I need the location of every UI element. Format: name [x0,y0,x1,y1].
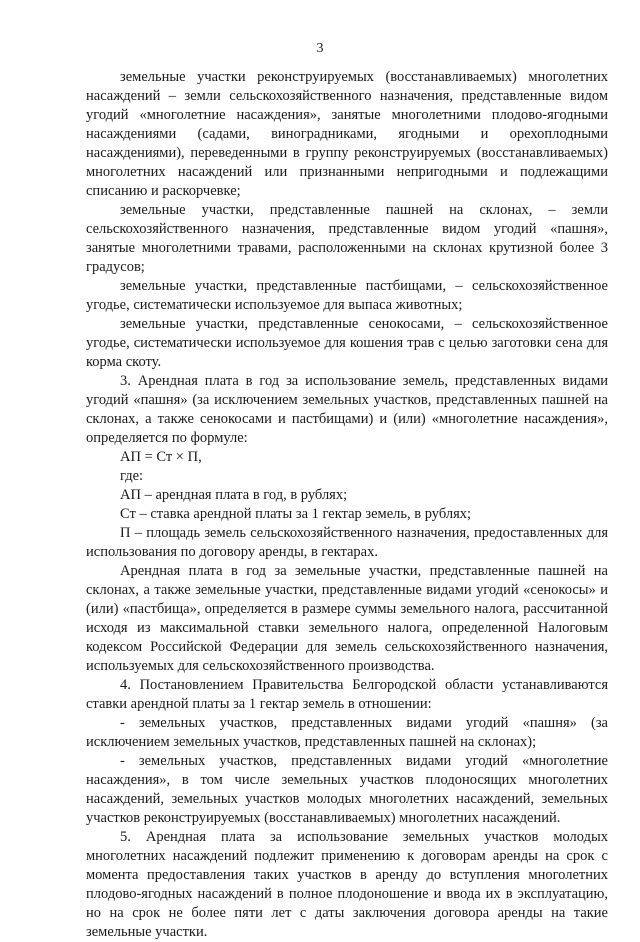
formula-def-ap: АП – арендная плата в год, в рублях; [120,487,348,503]
document-body [86,68,608,942]
list-item-arable: - земельных участков, представленных видами угодий «пашня» (за исключением земельных участков, представленных пашней на склонах); [86,715,608,750]
paragraph-reconstructed-plantings: земельные участки реконструируемых (восстанавливаемых) многолетних насаждений – земли сельскохозяйственного назначения, представленные видом угодий «многолетние насаждения», занятые многолетними плодово-ягодными насаждениями (садами, виноградниками, ягодными и орехоплодными насаждениями), переведенными в группу реконструируемых (восстанавливаемых) многолетних насаждений или признанными непригодными и подлежащими списанию и раскорчевке; [86,69,608,199]
formula-def-st: Ст – ставка арендной платы за 1 гектар земель, в рублях; [120,506,472,522]
paragraph-slope-arable: земельные участки, представленные пашней на склонах, – земли сельскохозяйственного назначения, представленные видом угодий «пашня», занятые многолетними травами, расположенными на склонах крутизной более 3 градусов; [86,202,608,275]
page-number: 3 [316,41,324,56]
formula-where: где: [120,468,144,484]
formula: АП = Ст × П, [120,449,202,465]
formula-def-p: П – площадь земель сельскохозяйственного назначения, предоставленных для использования по договору аренды, в гектарах. [86,525,608,560]
paragraph-item-5: 5. Арендная плата за использование земельных участков молодых многолетних насаждений подлежит применению к договорам аренды на срок с момента предоставления таких участков в аренду до вступления многолетних плодово-ягодных насаждений в полное плодоношение и ввода их в эксплуатацию, но на срок не более пяти лет с даты заключения договора аренды на такие земельные участки. [86,829,608,940]
paragraph-slope-rent: Арендная плата в год за земельные участки, представленные пашней на склонах, а также земельные участки, представленные видами угодий «сенокосы» и (или) «пастбища», определяется в размере суммы земельного налога, рассчитанной исходя из максимальной ставки земельного налога, определенной Налоговым кодексом Российской Федерации для земель сельскохозяйственного назначения, используемых для сельскохозяйственного производства. [86,563,608,674]
paragraph-hayfields: земельные участки, представленные сенокосами, – сельскохозяйственное угодье, систематически используемое для кошения трав с целью заготовки сена для корма скоту. [86,316,608,370]
paragraph-item-3: 3. Арендная плата в год за использование земель, представленных видами угодий «пашня» (за исключением земельных участков, представленных пашней на склонах, а также сенокосами и пастбищами) и (или) «многолетние насаждения», определяется по формуле: [86,373,608,446]
paragraph-item-4: 4. Постановлением Правительства Белгородской области устанавливаются ставки арендной платы за 1 гектар земель в отношении: [86,677,608,712]
list-item-perennial: - земельных участков, представленных видами угодий «многолетние насаждения», в том числе земельных участков плодоносящих многолетних насаждений, земельных участков молодых многолетних насаждений, земельных участков реконструируемых (восстанавливаемых) многолетних насаждений. [86,753,608,826]
paragraph-pastures: земельные участки, представленные пастбищами, – сельскохозяйственное угодье, систематически используемое для выпаса животных; [86,278,608,313]
